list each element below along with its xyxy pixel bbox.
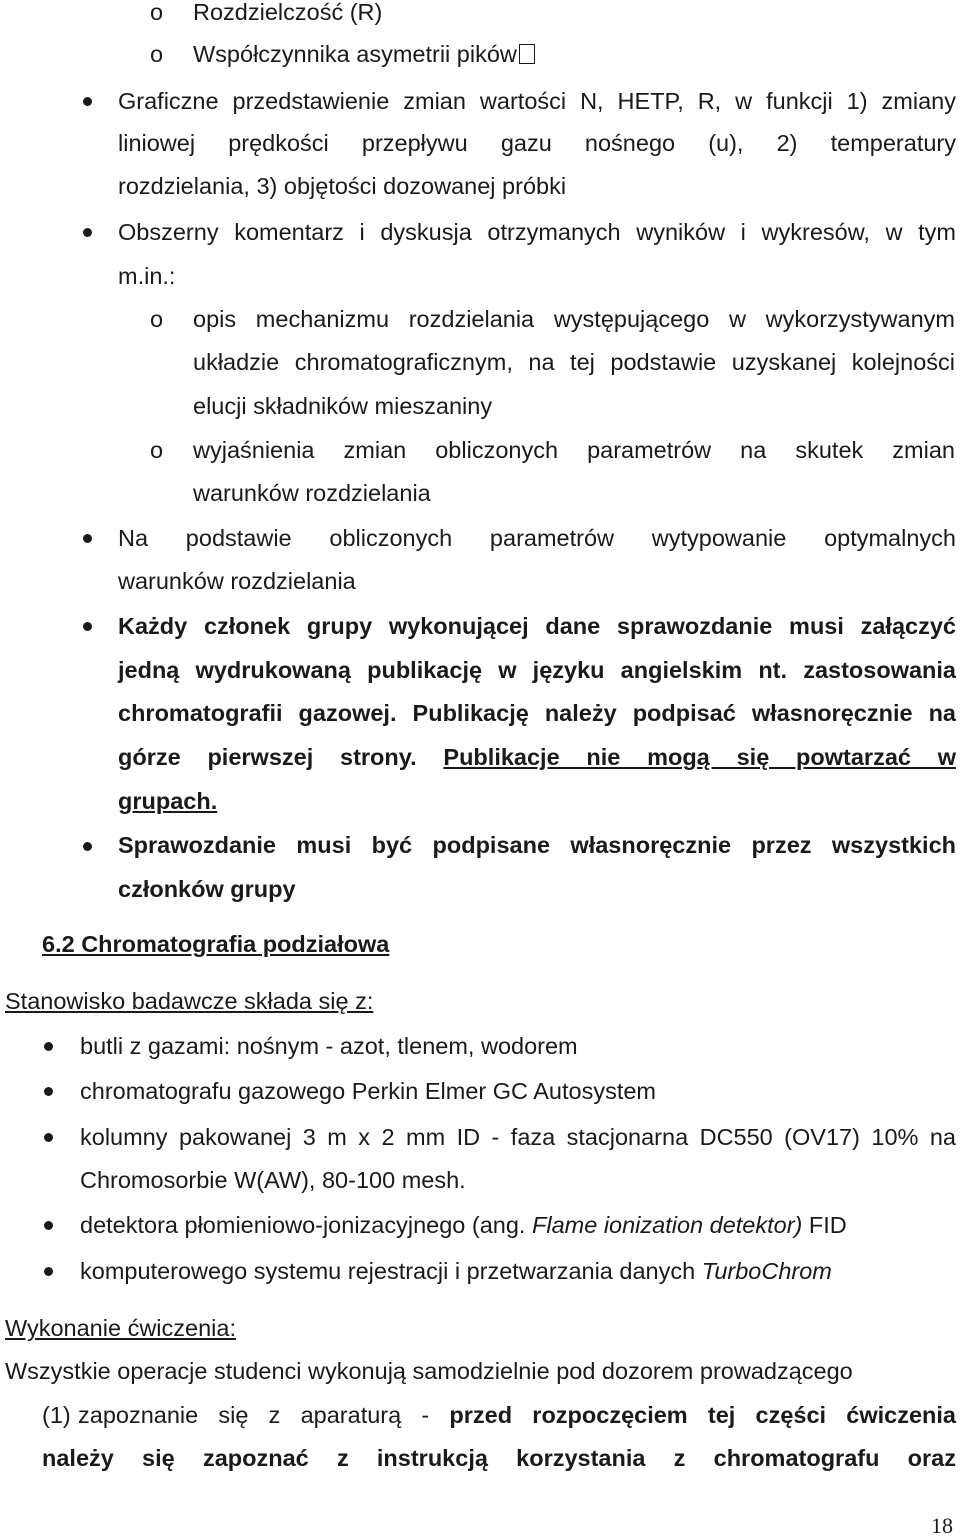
station-heading: Stanowisko badawcze składa się z:: [5, 988, 374, 1014]
list-item: komputerowego systemu rejestracji i przetwarzania danych TurboChrom: [80, 1258, 832, 1284]
execution-heading: Wykonanie ćwiczenia:: [5, 1315, 236, 1341]
paragraph-line: elucji składników mieszaniny: [193, 393, 493, 419]
paragraph-line: Na podstawie obliczonych parametrów wytypowanie optymalnych: [118, 525, 956, 551]
paragraph-line: Każdy członek grupy wykonującej dane sprawozdanie musi załączyć: [118, 613, 956, 639]
execution-intro: Wszystkie operacje studenci wykonują samodzielnie pod dozorem prowadzącego: [5, 1358, 853, 1384]
bullet-icon: [83, 97, 92, 106]
paragraph-line: zapoznanie się z aparaturą - przed rozpoczęciem tej części ćwiczenia: [78, 1402, 957, 1428]
paragraph-line: liniowej prędkości przepływu gazu nośnego (u), 2) temperatury: [118, 130, 956, 156]
sub-item-text: Współczynnika asymetrii pików: [193, 39, 535, 69]
sub-item-marker: o: [150, 437, 164, 463]
list-item: Chromosorbie W(AW), 80-100 mesh.: [80, 1167, 466, 1193]
bullet-icon: [83, 842, 92, 851]
list-item: butli z gazami: nośnym - azot, tlenem, wodorem: [80, 1033, 578, 1059]
sub-item-marker: o: [150, 41, 164, 67]
sub-item-marker: o: [150, 0, 164, 25]
list-item: detektora płomieniowo-jonizacyjnego (ang. Flame ionization detektor) FID: [80, 1212, 847, 1238]
bullet-icon: [83, 534, 92, 543]
paragraph-line: górze pierwszej strony. Publikacje nie mogą się powtarzać w: [118, 744, 957, 770]
paragraph-line: członków grupy: [118, 876, 296, 902]
paragraph-line: opis mechanizmu rozdzielania występującego w wykorzystywanym: [193, 306, 955, 332]
bullet-icon: [44, 1267, 53, 1276]
step-number: (1): [42, 1402, 71, 1428]
bullet-icon: [44, 1087, 53, 1096]
page-number: 18: [931, 1513, 953, 1538]
list-item: kolumny pakowanej 3 m x 2 mm ID - faza stacjonarna DC550 (OV17) 10% na: [80, 1124, 956, 1150]
paragraph-line: Graficzne przedstawienie zmian wartości N, HETP, R, w funkcji 1) zmiany: [118, 88, 956, 114]
paragraph-line: układzie chromatograficznym, na tej podstawie uzyskanej kolejności: [193, 349, 955, 375]
paragraph-line: warunków rozdzielania: [193, 480, 431, 506]
paragraph-line: chromatografii gazowej. Publikację należy podpisać własnoręcznie na: [118, 700, 957, 726]
paragraph-line: należy się zapoznać z instrukcją korzystania z chromatografu oraz: [42, 1445, 956, 1471]
paragraph-line: grupach.: [118, 788, 218, 814]
bullet-icon: [83, 228, 92, 237]
paragraph-line: Sprawozdanie musi być podpisane własnoręcznie przez wszystkich: [118, 832, 956, 858]
bullet-icon: [44, 1221, 53, 1230]
paragraph-line: wyjaśnienia zmian obliczonych parametrów na skutek zmian: [193, 437, 955, 463]
bullet-icon: [44, 1042, 53, 1051]
paragraph-line: rozdzielania, 3) objętości dozowanej próbki: [118, 173, 567, 199]
paragraph-line: m.in.:: [118, 263, 176, 289]
missing-glyph-box: [519, 44, 535, 64]
bullet-icon: [44, 1133, 53, 1142]
section-heading: 6.2 Chromatografia podziałowa: [42, 931, 390, 957]
paragraph-line: jedną wydrukowaną publikację w języku angielskim nt. zastosowania: [118, 657, 956, 683]
sub-item-text: Rozdzielczość (R): [193, 0, 383, 25]
bullet-icon: [83, 622, 92, 631]
list-item: chromatografu gazowego Perkin Elmer GC Autosystem: [80, 1078, 657, 1104]
paragraph-line: Obszerny komentarz i dyskusja otrzymanych wyników i wykresów, w tym: [118, 219, 956, 245]
paragraph-line: warunków rozdzielania: [118, 568, 356, 594]
sub-item-marker: o: [150, 306, 164, 332]
